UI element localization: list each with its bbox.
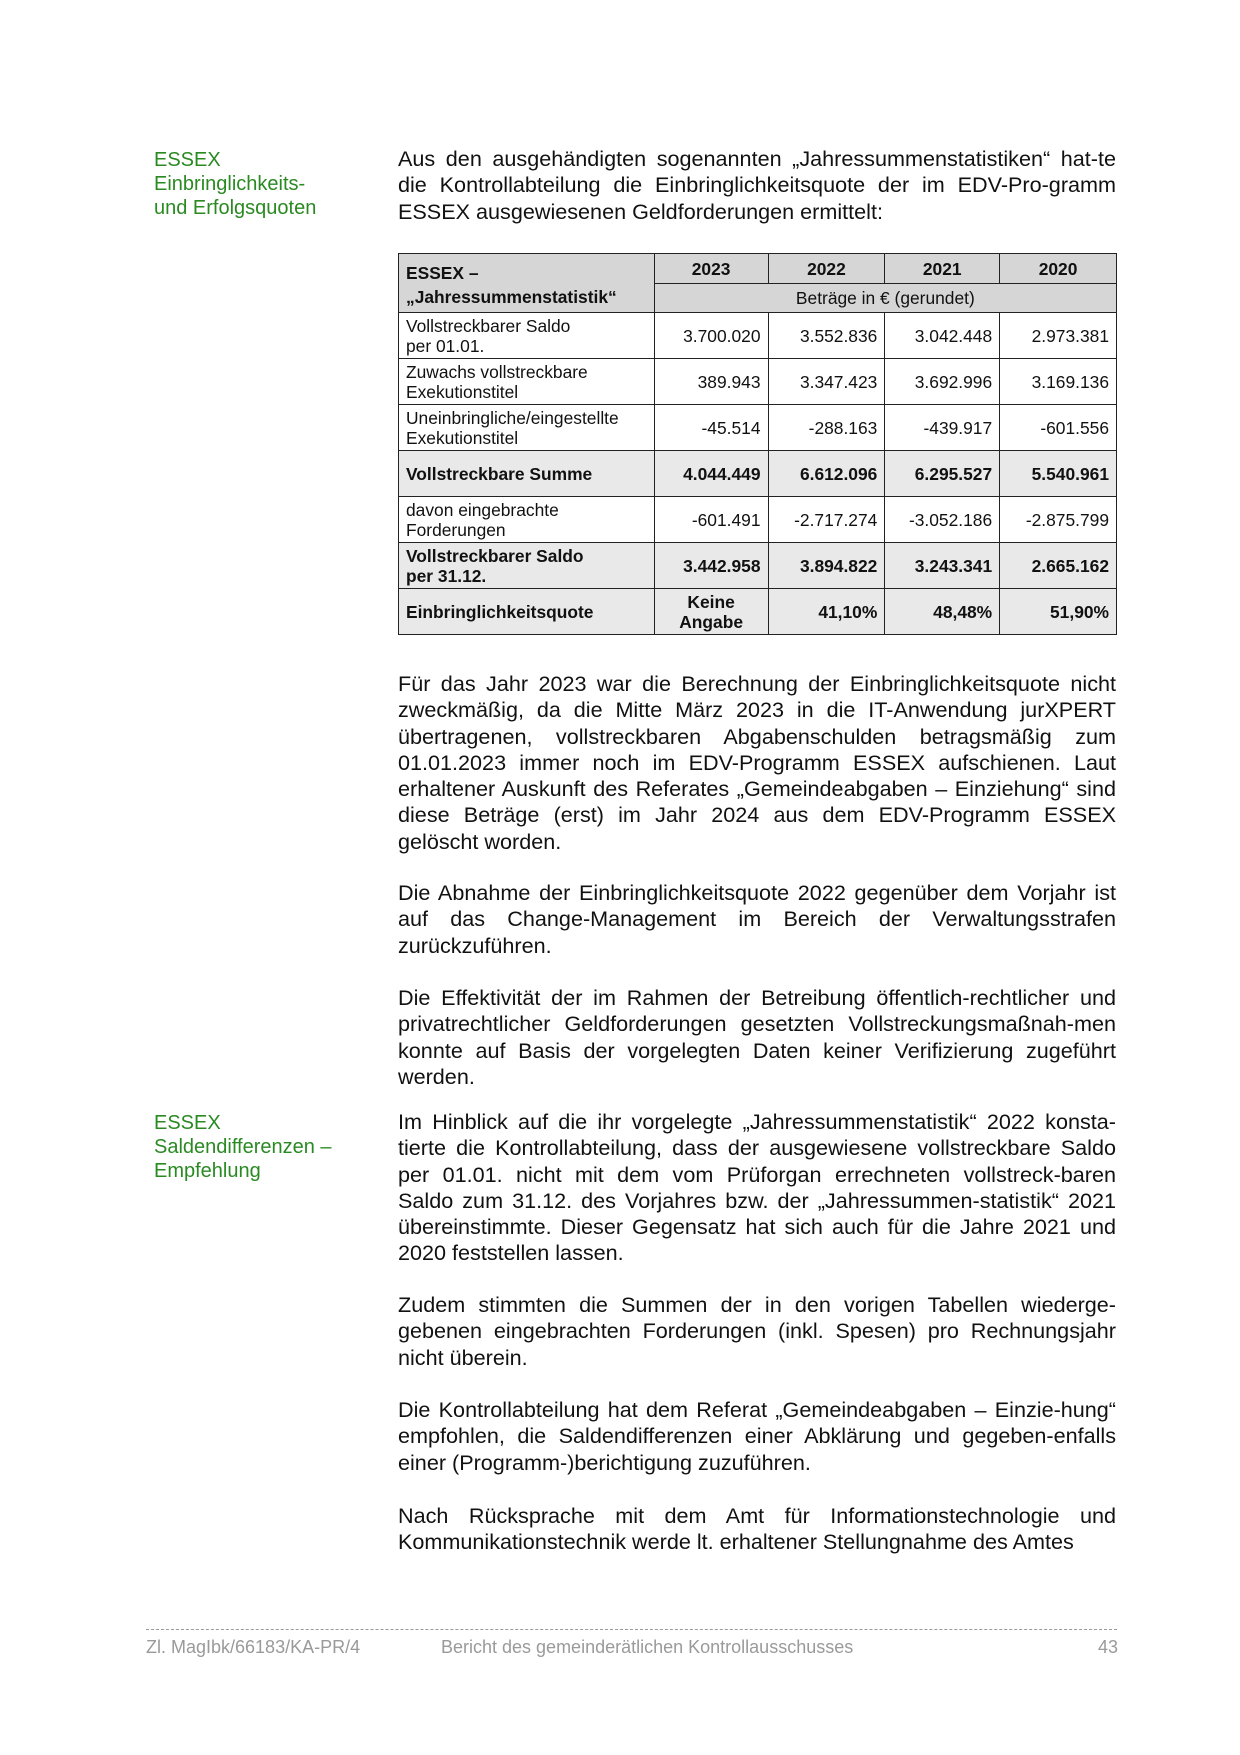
margin-note-line: ESSEX <box>154 149 221 171</box>
table-row-total <box>399 543 1117 589</box>
margin-note-line: Empfehlung <box>154 1160 261 1182</box>
cell-value: 3.700.020 <box>654 313 768 359</box>
margin-note-line: ESSEX <box>154 1112 221 1134</box>
body-paragraph: Für das Jahr 2023 war die Berechnung der Einbringlichkeitsquote nicht zweckmäßig, da die Mitte März 2023 in die IT-Anwendung jurXPERT übertragenen, vollstreckbaren Abgabenschulden betragsmäßig zum 01.01.2023 immer noch im EDV-Programm ESSEX aufschienen. Laut erhaltener Auskunft des Referates „Gemeindeabgaben – Einziehung“ sind diese Beträge (erst) im Jahr 2024 aus dem EDV-Programm ESSEX gelöscht worden. <box>398 671 1116 854</box>
cell-value: 3.442.958 <box>654 543 768 589</box>
year-header: 2022 <box>768 254 885 284</box>
cell-value: 389.943 <box>654 359 768 405</box>
jahressummenstatistik-table <box>398 253 1117 635</box>
table-row-quote <box>399 589 1117 635</box>
body-paragraph: Die Effektivität der im Rahmen der Betreibung öffentlich-rechtlicher und privatrechtlicher Geldforderungen gesetzten Vollstreckungsmaßnah-men konnte auf Basis der vorgelegten Daten keiner Verifizierung zugeführt werden. <box>398 985 1116 1089</box>
margin-note-line: und Erfolgsquoten <box>154 197 317 219</box>
cell-value: 6.612.096 <box>768 451 885 497</box>
cell-value: 2.973.381 <box>1000 313 1117 359</box>
row-label: davon eingebrachte Forderungen <box>399 497 655 543</box>
footer-divider <box>146 1629 1117 1630</box>
cell-value: 3.243.341 <box>885 543 1000 589</box>
table-title-line: ESSEX – <box>406 263 479 283</box>
body-paragraph: Die Kontrollabteilung hat dem Referat „Gemeindeabgaben – Einzie-hung“ empfohlen, die Saldendifferenzen einer Abklärung und gegeben-enfalls einer (Programm-)berichtigung zuzuführen. <box>398 1397 1116 1475</box>
body-paragraph: Nach Rücksprache mit dem Amt für Informationstechnologie und Kommunikationstechnik werde lt. erhaltener Stellungnahme des Amtes <box>398 1503 1116 1555</box>
table-row <box>399 359 1117 405</box>
table-title-cell <box>399 254 655 313</box>
table-header-row <box>399 254 1117 284</box>
cell-value-no-data: Keine Angabe <box>654 589 768 635</box>
table-row <box>399 405 1117 451</box>
cell-value: -2.875.799 <box>1000 497 1117 543</box>
margin-note-line: Saldendifferenzen – <box>154 1136 332 1158</box>
cell-value: 6.295.527 <box>885 451 1000 497</box>
cell-value: -2.717.274 <box>768 497 885 543</box>
cell-value: 48,48% <box>885 589 1000 635</box>
footer-title: Bericht des gemeinderätlichen Kontrollausschusses <box>441 1637 854 1657</box>
year-header: 2020 <box>1000 254 1117 284</box>
row-label: Zuwachs vollstreckbare Exekutionstitel <box>399 359 655 405</box>
cell-value: -601.556 <box>1000 405 1117 451</box>
row-label: Einbringlichkeitsquote <box>399 589 655 635</box>
currency-note: Beträge in € (gerundet) <box>654 284 1116 313</box>
cell-value: -45.514 <box>654 405 768 451</box>
cell-value: -439.917 <box>885 405 1000 451</box>
row-label: Uneinbringliche/eingestellte Exekutionstitel <box>399 405 655 451</box>
cell-value: -3.052.186 <box>885 497 1000 543</box>
cell-value: -288.163 <box>768 405 885 451</box>
cell-value: 3.347.423 <box>768 359 885 405</box>
cell-value: 41,10% <box>768 589 885 635</box>
margin-note-einbringlichkeit <box>154 148 364 220</box>
table-row <box>399 497 1117 543</box>
cell-value: 5.540.961 <box>1000 451 1117 497</box>
year-header: 2023 <box>654 254 768 284</box>
margin-note-line: Einbringlichkeits- <box>154 173 306 195</box>
footer-reference: Zl. MagIbk/66183/KA-PR/4 <box>146 1637 361 1657</box>
page-number: 43 <box>1098 1637 1119 1657</box>
body-paragraph: Im Hinblick auf die ihr vorgelegte „Jahressummenstatistik“ 2022 konsta-tierte die Kontrollabteilung, dass der ausgewiesene vollstreckbare Saldo per 01.01. nicht mit dem vom Prüforgan errechneten vollstreck-baren Saldo zum 31.12. des Vorjahres bzw. der „Jahressummen-statistik“ 2021 übereinstimmte. Dieser Gegensatz hat sich auch für die Jahre 2021 und 2020 feststellen lassen. <box>398 1109 1116 1266</box>
cell-value: 3.692.996 <box>885 359 1000 405</box>
cell-value: 3.169.136 <box>1000 359 1117 405</box>
cell-value: 2.665.162 <box>1000 543 1117 589</box>
body-paragraph: Zudem stimmten die Summen der in den vorigen Tabellen wiederge-gebenen eingebrachten Forderungen (inkl. Spesen) pro Rechnungsjahr nicht überein. <box>398 1292 1116 1370</box>
row-label: Vollstreckbare Summe <box>399 451 655 497</box>
cell-value: 3.552.836 <box>768 313 885 359</box>
cell-value: 3.042.448 <box>885 313 1000 359</box>
table-row-total <box>399 451 1117 497</box>
cell-value: 4.044.449 <box>654 451 768 497</box>
margin-note-saldendifferenzen <box>154 1111 364 1183</box>
cell-value: -601.491 <box>654 497 768 543</box>
body-paragraph: Die Abnahme der Einbringlichkeitsquote 2022 gegenüber dem Vorjahr ist auf das Change-Management im Bereich der Verwaltungsstrafen zurückzuführen. <box>398 880 1116 958</box>
table-row <box>399 313 1117 359</box>
cell-value: 51,90% <box>1000 589 1117 635</box>
year-header: 2021 <box>885 254 1000 284</box>
row-label: Vollstreckbarer Saldo per 01.01. <box>399 313 655 359</box>
row-label: Vollstreckbarer Saldo per 31.12. <box>399 543 655 589</box>
intro-paragraph: Aus den ausgehändigten sogenannten „Jahressummenstatistiken“ hat-te die Kontrollabteilung die Einbringlichkeitsquote der im EDV-Pro-gramm ESSEX ausgewiesenen Geldforderungen ermittelt: <box>398 146 1116 224</box>
cell-value: 3.894.822 <box>768 543 885 589</box>
table-title-line: „Jahressummenstatistik“ <box>406 287 617 307</box>
